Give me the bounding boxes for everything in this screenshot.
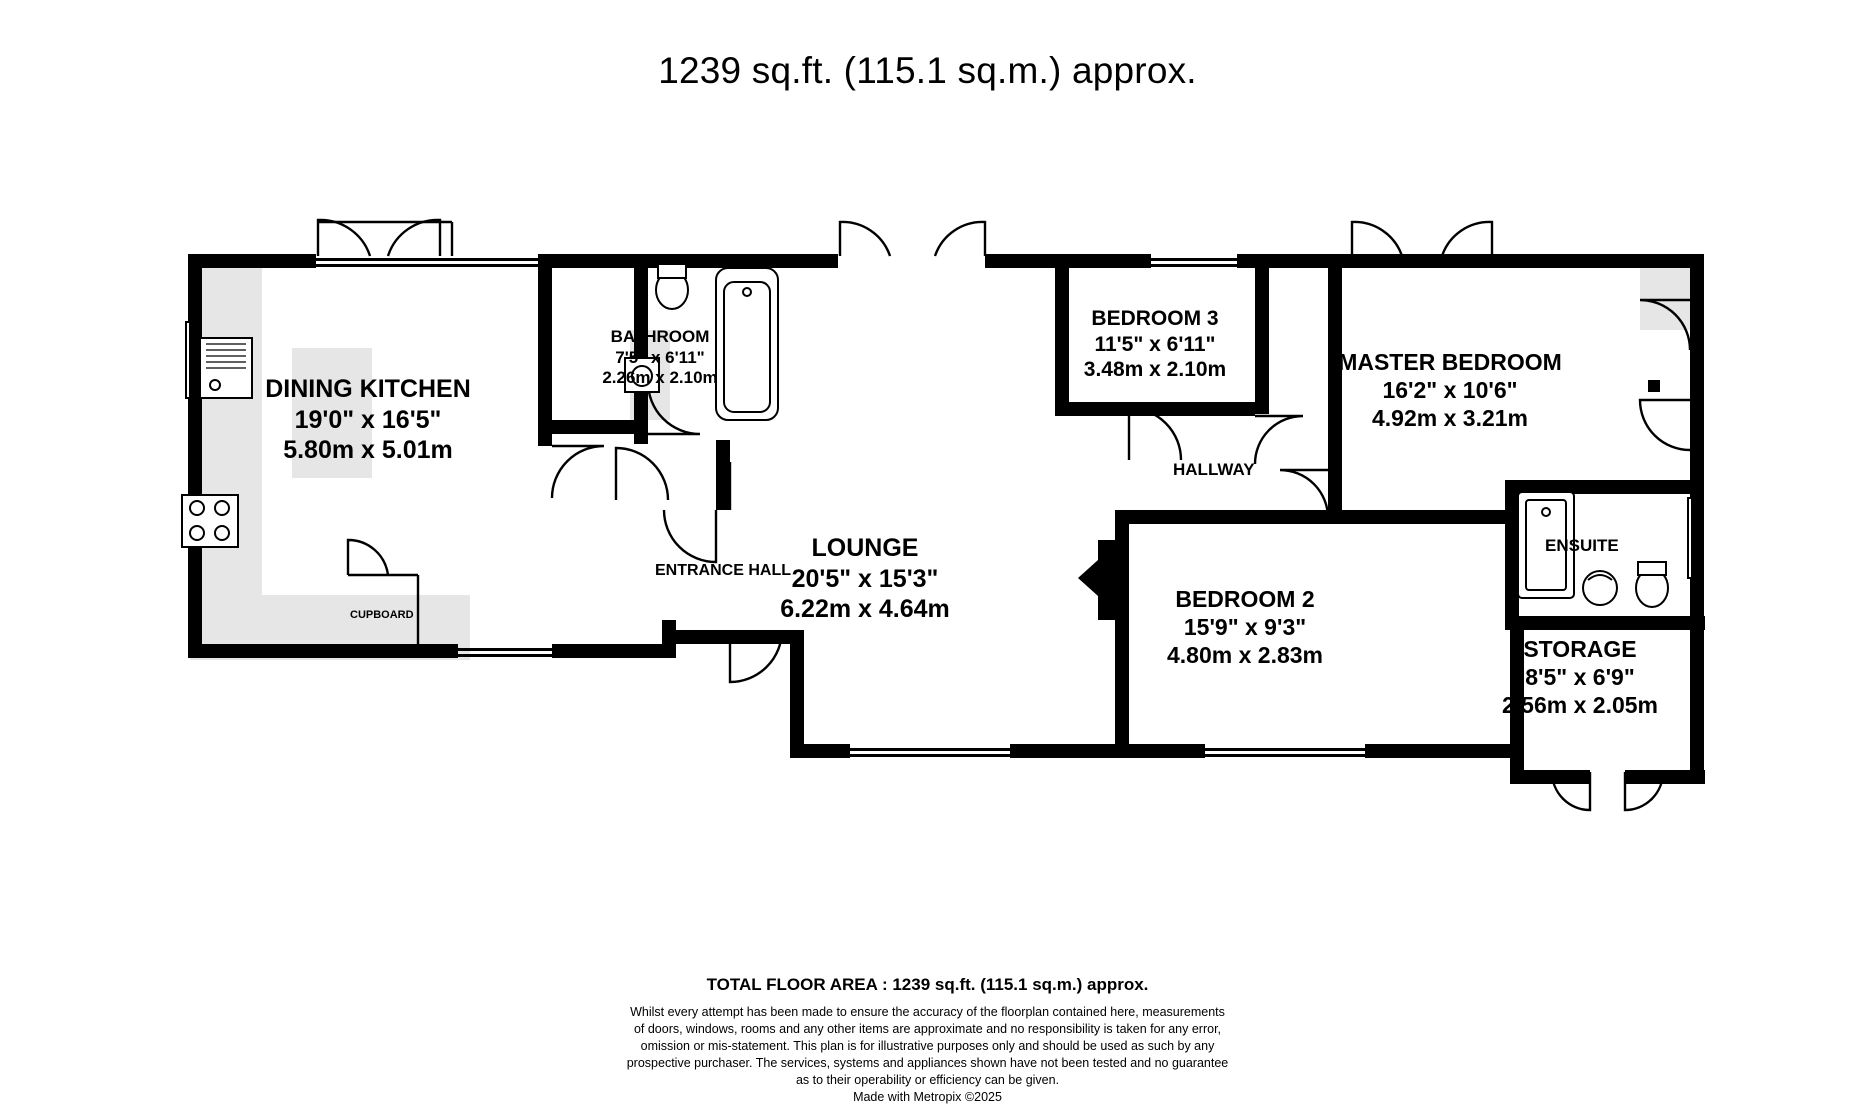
room-dimensions-metric: 2.26m x 2.10m [602,368,718,388]
disclaimer-line: as to their operability or efficiency can be given. [795,1073,1060,1087]
room-label-master-bedroom [1290,348,1610,432]
room-dimensions-metric: 3.48m x 2.10m [1083,358,1227,382]
room-dimensions-metric: 6.22m x 4.64m [780,595,950,623]
room-dimensions-metric: 4.80m x 2.83m [1166,642,1323,669]
room-dimensions-imperial: 19'0" x 16'5" [294,405,442,434]
room-label-hallway: HALLWAY [1173,460,1255,479]
room-dimensions-imperial: 16'2" x 10'6" [1382,377,1518,404]
disclaimer-line: Whilst every attempt has been made to ensure the accuracy of the floorplan contained here, measurements [630,1005,1225,1019]
room-label-cupboard: CUPBOARD [350,609,414,621]
room-name: BATHROOM [610,327,710,346]
room-label-bedroom-2 [1100,585,1390,669]
room-label-ensuite: ENSUITE [1545,536,1619,555]
room-name: MASTER BEDROOM [1338,349,1562,375]
room-name: STORAGE [1523,636,1637,662]
disclaimer [0,1004,1855,1106]
page-title: 1239 sq.ft. (115.1 sq.m.) approx. [658,50,1197,91]
disclaimer-line: of doors, windows, rooms and any other items are approximate and no responsibility is taken for any error, [633,1022,1222,1036]
total-floor-area: TOTAL FLOOR AREA : 1239 sq.ft. (115.1 sq.m.) approx. [706,975,1149,994]
room-dimensions-imperial: 8'5" x 6'9" [1525,664,1635,691]
room-dimensions-imperial: 7'5" x 6'11" [615,347,705,367]
room-name: BEDROOM 2 [1175,586,1315,612]
room-name: LOUNGE [811,534,919,562]
room-dimensions-metric: 2.56m x 2.05m [1501,692,1658,719]
room-dimensions-metric: 4.92m x 3.21m [1371,405,1528,432]
room-dimensions-imperial: 11'5" x 6'11" [1094,332,1216,356]
room-label-bathroom [560,327,760,389]
credit-line: Made with Metropix ©2025 [853,1090,1002,1104]
room-name: DINING KITCHEN [265,375,471,403]
disclaimer-line: prospective purchaser. The services, systems and appliances shown have not been tested and no guarantee [626,1056,1229,1070]
room-label-bedroom-3 [1010,306,1300,383]
room-dimensions-imperial: 15'9" x 9'3" [1183,614,1307,641]
room-dimensions-imperial: 20'5" x 15'3" [791,564,939,593]
disclaimer-line: omission or mis-statement. This plan is for illustrative purposes only and should be used as such by any [640,1039,1215,1053]
room-dimensions-metric: 5.80m x 5.01m [283,436,453,464]
room-label-storage [1450,635,1710,719]
room-name: BEDROOM 3 [1091,307,1219,330]
room-label-dining-kitchen [198,374,538,466]
room-label-entrance-hall: ENTRANCE HALL [655,562,791,579]
